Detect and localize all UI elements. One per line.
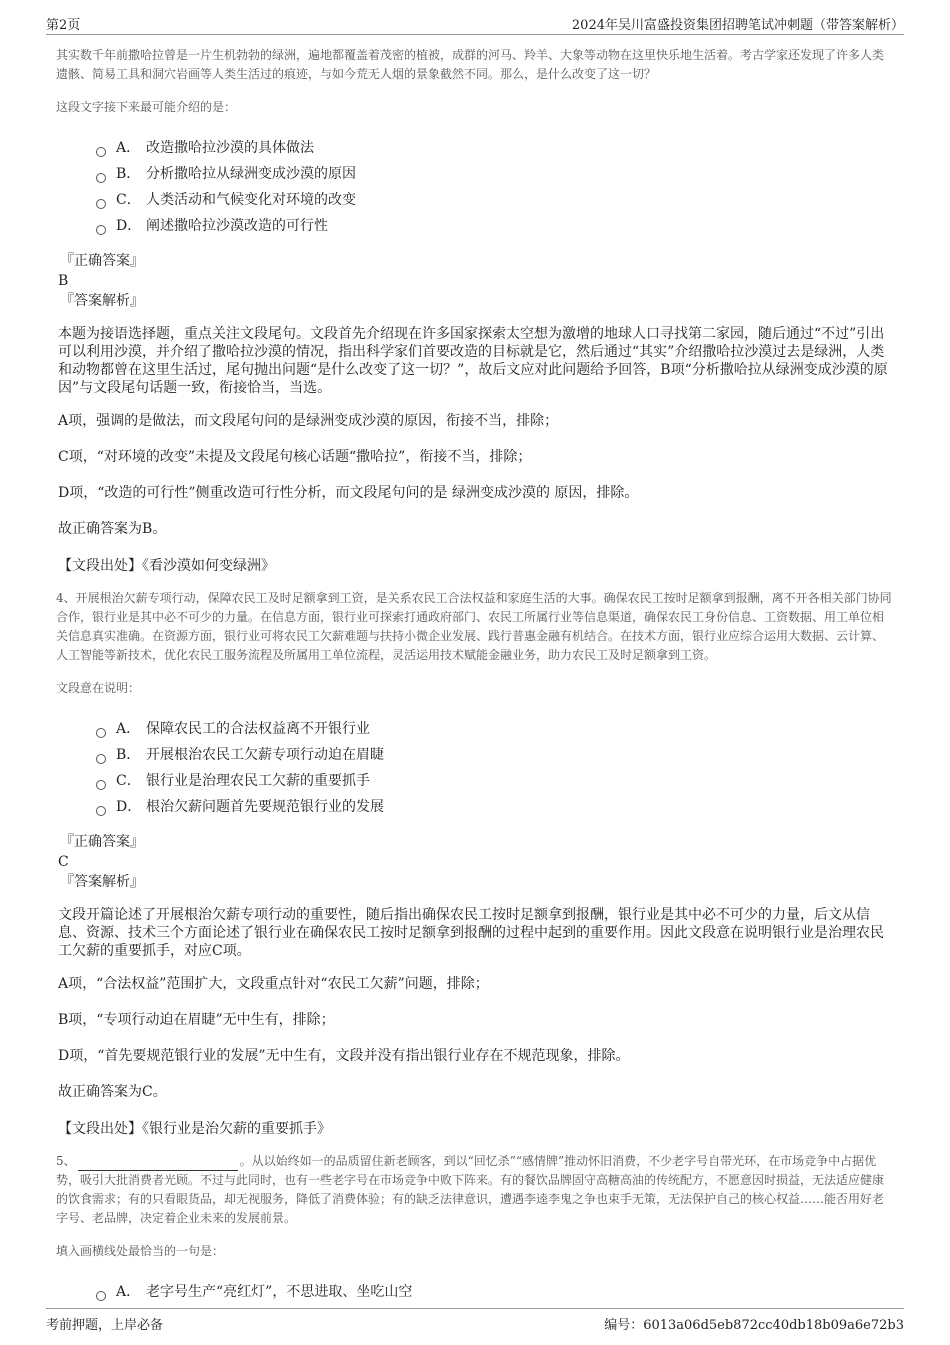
q5-option-a[interactable]: A． 老字号生产“亮红灯”，不思进取、坐吃山空 [96,1279,894,1305]
q5-passage-block [56,1152,894,1228]
q4-source: 【文段出处】《银行业是治欠薪的重要抓手》 [58,1121,331,1137]
q3-option-d[interactable]: D． 阐述撒哈拉沙漠改造的可行性 [96,213,894,239]
radio-icon[interactable] [96,199,106,209]
q3-analysis-tag: 『答案解析』 [60,293,144,309]
q3-options [96,135,894,239]
radio-icon[interactable] [96,1291,106,1301]
q5-passage: 。从以始终如一的品质留住新老顾客，到以“回忆杀”“感情牌”推动怀旧消费，不少老字号自带光环，在市场竞争中占据优势，吸引大批消费者光顾。不过与此同时，也有一些老字号在市场竞争中败下阵来。有的餐饮品牌固守高糖高油的传统配方，不愿意因时损益，无法适应健康的饮食需求；有的只看眼货品，却无视服务，降低了消费体验；有的缺乏法律意识，遭遇李逵李鬼之争也束手无策，无法保护自己的核心权益……能否用好老字号、老品牌，决定着企业未来的发展前景。 [56,1154,885,1225]
q4-option-b[interactable]: B． 开展根治农民工欠薪专项行动迫在眉睫 [96,742,894,768]
q4-option-d[interactable]: D． 根治欠薪问题首先要规范银行业的发展 [96,794,894,820]
fill-in-blank [78,1158,238,1171]
q3-note-a: A项，强调的是做法，而文段尾句问的是绿洲变成沙漠的原因，衔接不当，排除； [58,413,559,429]
q3-source: 【文段出处】《看沙漠如何变绿洲》 [58,558,275,574]
document-body [56,46,894,1317]
q4-answer-tag: 『正确答案』 [60,834,144,850]
footer-slogan: 考前押题，上岸必备 [46,1318,164,1333]
q4-note-b: B项，“专项行动迫在眉睫”无中生有，排除； [58,1012,335,1028]
q3-analysis: 本题为接语选择题，重点关注文段尾句。文段首先介绍现在许多国家探索太空想为激增的地球人口寻找第二家园，随后通过“不过”引出可以利用沙漠，并介绍了撒哈拉沙漠的情况，指出科学家们首要改造的目标就是它，然后通过“其实”介绍撒哈拉沙漠过去是绿洲，人类和动物都曾在这里生活过，尾句抛出问题“是什么改变了这一切？”，故后文应对此问题给予回答，B项“分析撒哈拉从绿洲变成沙漠的原因”与文段尾句话题一致，衔接恰当，当选。 [58,326,888,396]
q4-analysis-tag: 『答案解析』 [60,874,144,890]
q3-prompt: 这段文字接下来最可能介绍的是： [56,100,237,114]
q4-passage: 4、开展根治欠薪专项行动，保障农民工及时足额拿到工资，是关系农民工合法权益和家庭生活的大事。确保农民工按时足额拿到报酬，离不开各相关部门协同合作，银行业是其中必不可少的力量。在信息方面，银行业可探索打通政府部门、农民工所属行业等信息渠道，确保农民工身份信息、工资数据、用工单位相关信息真实准确。在资源方面，银行业可将农民工欠薪难题与扶持小微企业发展、践行普惠金融有机结合。在技术方面，银行业应综合运用大数据、云计算、人工智能等新技术，优化农民工服务流程及所属用工单位流程，灵活运用技术赋能金融业务，助力农民工及时足额拿到工资。 [56,591,892,662]
q4-option-c[interactable]: C． 银行业是治理农民工欠薪的重要抓手 [96,768,894,794]
q5-options [96,1279,894,1305]
q3-answer-tag: 『正确答案』 [60,253,144,269]
page-footer [46,1308,904,1333]
document-id: 编号：6013a06d5eb872cc40db18b09a6e72b3 [604,1318,904,1333]
q5-prompt: 填入画横线处最恰当的一句是： [56,1244,225,1258]
radio-icon[interactable] [96,754,106,764]
radio-icon[interactable] [96,225,106,235]
q3-option-a[interactable]: A． 改造撒哈拉沙漠的具体做法 [96,135,894,161]
q3-note-c: C项，“对环境的改变”未提及文段尾句核心话题“撒哈拉”，衔接不当，排除； [58,449,532,465]
q3-option-b[interactable]: B． 分析撒哈拉从绿洲变成沙漠的原因 [96,161,894,187]
q4-analysis: 文段开篇论述了开展根治欠薪专项行动的重要性，随后指出确保农民工按时足额拿到报酬，银行业是其中必不可少的力量，后文从信息、资源、技术三个方面论述了银行业在确保农民工按时足额拿到报酬的过程中起到的重要作用。因此文段意在说明银行业是治理农民工欠薪的重要抓手，对应C项。 [58,907,884,959]
q4-prompt: 文段意在说明： [56,681,141,695]
radio-icon[interactable] [96,147,106,157]
q4-options [96,716,894,820]
q4-answer: C [58,854,69,870]
q5-number: 5、 [56,1154,76,1168]
q3-conclusion: 故正确答案为B。 [58,521,167,537]
q3-note-d: D项，“改造的可行性”侧重改造可行性分析，而文段尾句问的是 绿洲变成沙漠的 原因，排除。 [58,485,639,501]
q3-answer: B [58,273,69,289]
q3-passage: 其实数千年前撒哈拉曾是一片生机勃勃的绿洲，遍地都覆盖着茂密的植被，成群的河马、羚羊、大象等动物在这里快乐地生活着。考古学家还发现了许多人类遗骸、简易工具和洞穴岩画等人类生活过的痕迹，与如今荒无人烟的景象截然不同。那么，是什么改变了这一切？ [56,48,885,81]
q3-option-c[interactable]: C． 人类活动和气候变化对环境的改变 [96,187,894,213]
q4-conclusion: 故正确答案为C。 [58,1084,167,1100]
radio-icon[interactable] [96,806,106,816]
q4-note-d: D项，“首先要规范银行业的发展”无中生有，文段并没有指出银行业存在不规范现象，排除。 [58,1048,630,1064]
document-title: 2024年吴川富盛投资集团招聘笔试冲刺题（带答案解析） [571,18,904,33]
q4-note-a: A项，“合法权益”范围扩大，文段重点针对“农民工欠薪”问题，排除； [58,976,489,992]
radio-icon[interactable] [96,173,106,183]
radio-icon[interactable] [96,728,106,738]
q4-option-a[interactable]: A． 保障农民工的合法权益离不开银行业 [96,716,894,742]
page-header [46,12,904,35]
radio-icon[interactable] [96,780,106,790]
page-number: 第2页 [46,18,81,33]
